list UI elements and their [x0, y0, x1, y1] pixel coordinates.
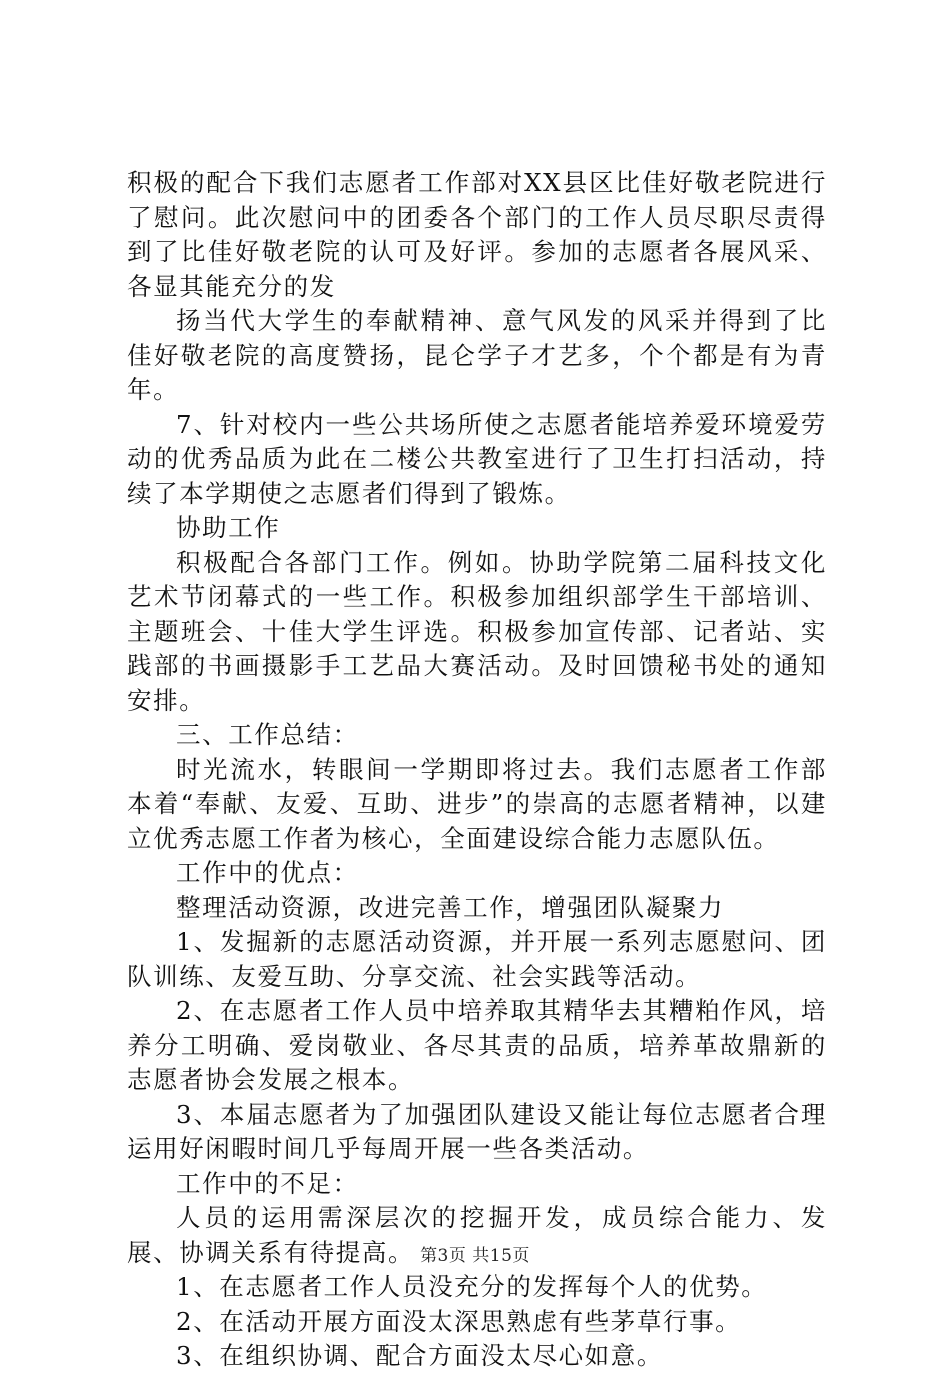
- paragraph: 人员的运用需深层次的挖掘开发，成员综合能力、发展、协调关系有待提高。: [127, 1203, 827, 1267]
- page-number-footer: 第3页 共15页: [420, 1246, 530, 1266]
- section-heading: 工作中的不足：: [176, 1168, 359, 1198]
- section-heading: 三、工作总结：: [176, 720, 359, 749]
- list-item: 1、发掘新的志愿活动资源，并开展一系列志愿慰问、团队训练、友爱互助、分享交流、社会实践等活动。: [127, 927, 827, 991]
- paragraph: 积极的配合下我们志愿者工作部对XX县区比佳好敬老院进行了慰问。此次慰问中的团委各个部门的工作人员尽职尽责得到了比佳好敬老院的认可及好评。参加的志愿者各展风采、各显其能充分的发: [127, 168, 827, 301]
- list-item: 3、本届志愿者为了加强团队建设又能让每位志愿者合理运用好闲暇时间几乎每周开展一些各类活动。: [127, 1099, 827, 1163]
- list-item: 1、在志愿者工作人员没充分的发挥每个人的优势。: [176, 1272, 768, 1301]
- list-item: 2、在志愿者工作人员中培养取其精华去其糟粕作风，培养分工明确、爱岗敬业、各尽其责的品质，培养革故鼎新的志愿者协会发展之根本。: [127, 996, 827, 1094]
- list-item: 3、在组织协调、配合方面没太尽心如意。: [176, 1341, 663, 1370]
- section-heading: 工作中的优点：: [176, 858, 359, 887]
- section-heading: 协助工作: [176, 513, 281, 542]
- paragraph: 7、针对校内一些公共场所使之志愿者能培养爱环境爱劳动的优秀品质为此在二楼公共教室进行了卫生打扫活动，持续了本学期使之志愿者们得到了锻炼。: [127, 409, 827, 508]
- paragraph: 积极配合各部门工作。例如。协助学院第二届科技文化艺术节闭幕式的一些工作。积极参加组织部学生干部培训、主题班会、十佳大学生评选。积极参加宣传部、记者站、实践部的书画摄影手工艺品大赛活动。及时回馈秘书处的通知安排。: [127, 547, 827, 715]
- paragraph: 时光流水，转眼间一学期即将过去。我们志愿者工作部本着“奉献、友爱、互助、进步”的崇高的志愿者精神，以建立优秀志愿工作者为核心，全面建设综合能力志愿队伍。: [127, 754, 827, 853]
- list-item: 2、在活动开展方面没太深思熟虑有些茅草行事。: [176, 1306, 742, 1336]
- document-body: [127, 166, 827, 1374]
- paragraph: 扬当代大学生的奉献精神、意气风发的风采并得到了比佳好敬老院的高度赞扬，昆仑学子才艺多，个个都是有为青年。: [127, 306, 827, 404]
- paragraph: 整理活动资源，改进完善工作，增强团队凝聚力: [176, 892, 725, 922]
